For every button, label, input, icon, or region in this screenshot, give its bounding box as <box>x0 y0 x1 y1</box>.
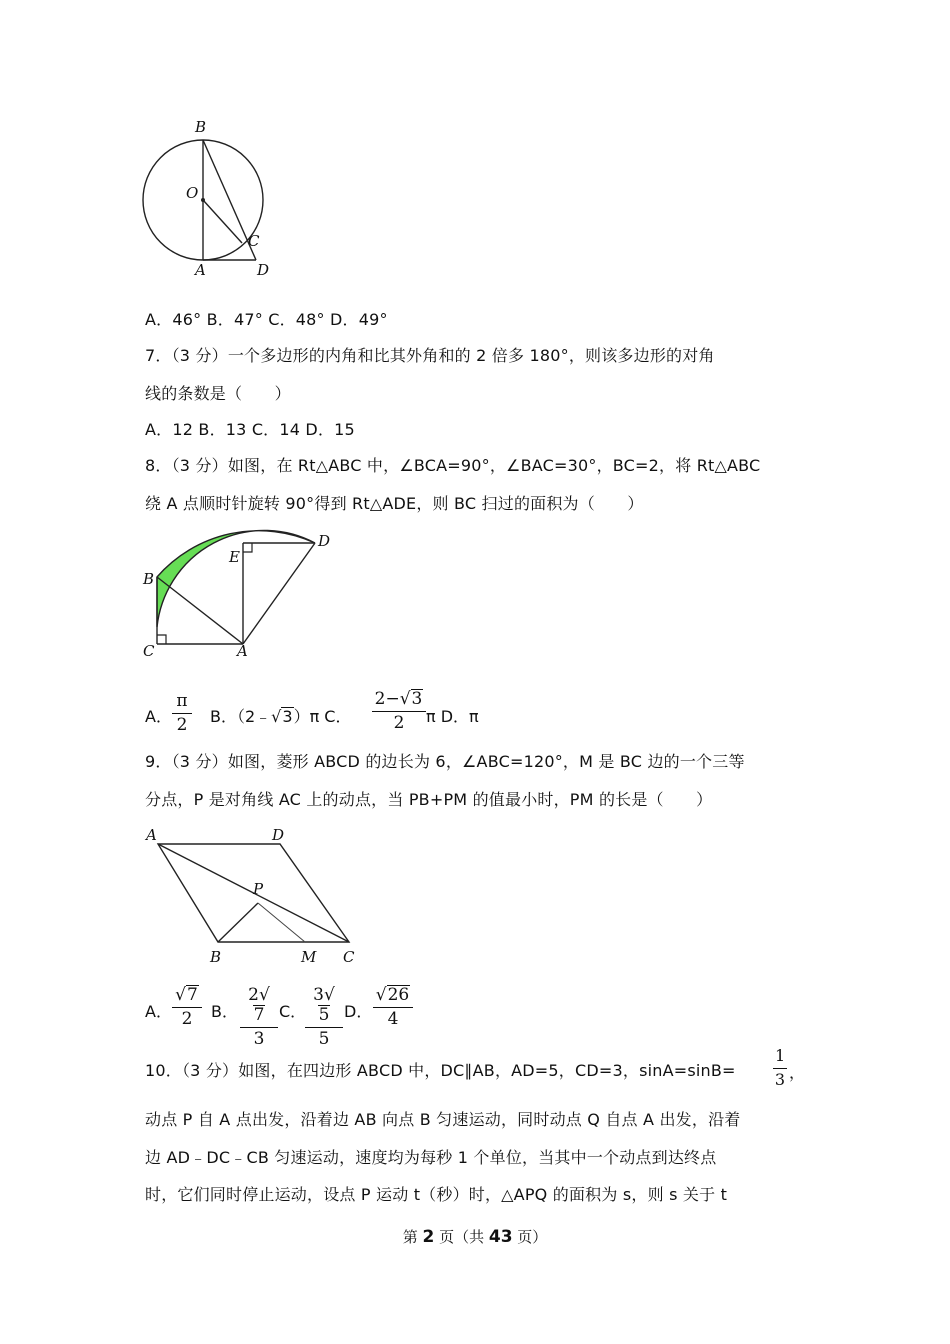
center-point <box>201 198 205 202</box>
label-o: O <box>186 184 199 202</box>
q9-c-denominator: 5 <box>318 1029 330 1049</box>
q8-line1: 8．（3 分）如图，在 Rt△ABC 中，∠BCA=90°，∠BAC=30°，BC=2，将 Rt△ABC <box>145 456 761 475</box>
footer-mid: 页（共 <box>434 1228 489 1246</box>
label-d: D <box>272 826 285 844</box>
q9-c-pre: 3 <box>313 985 324 1005</box>
label-m: M <box>301 948 317 966</box>
q10-line1 <box>145 1060 736 1082</box>
label-a: A <box>237 642 248 660</box>
label-d: D <box>257 261 270 279</box>
q10-denominator: 3 <box>774 1070 786 1089</box>
q8-option-tail: π D．π <box>426 707 479 726</box>
label-a: A <box>195 261 206 279</box>
q10-numerator: 1 <box>773 1046 787 1069</box>
q9-c-sqrt: 5 <box>318 1005 330 1025</box>
q9-a-sqrt: 7 <box>187 985 198 1005</box>
q8-b-tail: ）π C． <box>293 707 352 726</box>
q9-option-b-fraction <box>240 985 278 1050</box>
label-c: C <box>343 948 355 966</box>
q9-d-sqrt: 26 <box>387 985 410 1005</box>
q10-line3: 边 AD﹣DC﹣CB 匀速运动，速度均为每秒 1 个单位，当其中一个动点到达终点 <box>145 1148 717 1167</box>
q10-line1-tail: ， <box>789 1063 806 1082</box>
q9-b-sqrt: 7 <box>253 1005 265 1025</box>
q9-option-a-label: A． <box>145 1002 172 1021</box>
q8-b-text: B．（2﹣ <box>210 707 272 726</box>
label-e: E <box>229 548 240 566</box>
q9-c-numerator: 3√5 <box>305 985 343 1028</box>
rhombus-figure <box>140 822 365 972</box>
q9-option-c-label: C． <box>279 1002 307 1021</box>
q9-d-denominator: 4 <box>387 1009 399 1029</box>
q9-b-denominator: 3 <box>253 1029 265 1049</box>
footer-pre: 第 <box>402 1228 423 1246</box>
rotation-figure <box>135 524 345 664</box>
q8-b-sqrt: 3 <box>282 707 293 726</box>
q7-line2: 线的条数是（ ） <box>145 384 291 403</box>
q8-c-denominator: 2 <box>393 713 405 733</box>
label-b: B <box>210 948 222 966</box>
q9-option-d-label: D． <box>344 1002 373 1021</box>
q7-options: A．12 B．13 C．14 D．15 <box>145 420 355 439</box>
segment-pm <box>258 903 305 942</box>
label-d: D <box>318 532 331 550</box>
label-c: C <box>248 232 260 250</box>
q9-line1: 9．（3 分）如图，菱形 ABCD 的边长为 6，∠ABC=120°，M 是 BC 边的一个三等 <box>145 752 745 771</box>
q9-option-b-label: B． <box>211 1002 238 1021</box>
q8-c-numerator: 2−√3 <box>372 689 426 712</box>
segment-oc <box>203 200 242 243</box>
label-b: B <box>143 570 155 588</box>
q10-line4: 时，它们同时停止运动，设点 P 运动 t（秒）时，△APQ 的面积为 s，则 s 关于 t <box>145 1185 728 1204</box>
q8-line2: 绕 A 点顺时针旋转 90°得到 Rt△ADE，则 BC 扫过的面积为（ ） <box>145 494 644 513</box>
q10-line2: 动点 P 自 A 点出发，沿着边 AB 向点 B 匀速运动，同时动点 Q 自点 A 出发，沿着 <box>145 1110 741 1129</box>
footer-page-number: 2 <box>422 1227 435 1247</box>
q8-c-num-pre: 2− <box>374 689 400 709</box>
q6-options: A．46° B．47° C．48° D．49° <box>145 310 388 329</box>
q8-option-b: B．（2﹣√3）π C． <box>210 707 352 726</box>
footer-post: 页） <box>512 1228 548 1246</box>
q9-line2: 分点，P 是对角线 AC 上的动点，当 PB+PM 的值最小时，PM 的长是（ ） <box>145 790 713 809</box>
q8-a-numerator: π <box>172 691 192 714</box>
q8-a-denominator: 2 <box>176 715 188 735</box>
q7-line1: 7．（3 分）一个多边形的内角和比其外角和的 2 倍多 180°，则该多边形的对角 <box>145 346 715 365</box>
segment-bp <box>218 903 258 942</box>
q8-option-a-label: A． <box>145 707 172 726</box>
q8-c-num-sqrt: 3 <box>411 689 423 709</box>
label-p: P <box>253 880 264 898</box>
circle-figure <box>135 112 285 282</box>
label-c: C <box>143 642 155 660</box>
label-a: A <box>146 826 157 844</box>
q9-a-denominator: 2 <box>181 1009 193 1029</box>
q8-option-c-fraction <box>372 689 426 734</box>
q9-option-d-fraction <box>373 985 413 1030</box>
page-footer <box>0 1226 950 1247</box>
q9-a-numerator: √7 <box>172 985 202 1008</box>
q9-d-numerator: √26 <box>373 985 413 1008</box>
right-angle-e <box>243 543 252 552</box>
segment-ad <box>243 543 315 644</box>
q10-fraction <box>773 1046 787 1091</box>
q10-line1-text: 10．（3 分）如图，在四边形 ABCD 中，DC∥AB，AD=5，CD=3，sinA=sinB= <box>145 1061 736 1080</box>
swept-region <box>157 530 315 627</box>
q9-option-c-fraction <box>305 985 343 1050</box>
q8-option-a-fraction <box>172 691 192 736</box>
q9-b-numerator: 2√7 <box>240 985 278 1028</box>
label-b: B <box>195 118 207 136</box>
footer-total-pages: 43 <box>488 1227 513 1247</box>
right-angle-c <box>157 635 166 644</box>
segment-ba <box>157 577 243 644</box>
q9-b-pre: 2 <box>248 985 259 1005</box>
q9-option-a-fraction <box>172 985 202 1030</box>
